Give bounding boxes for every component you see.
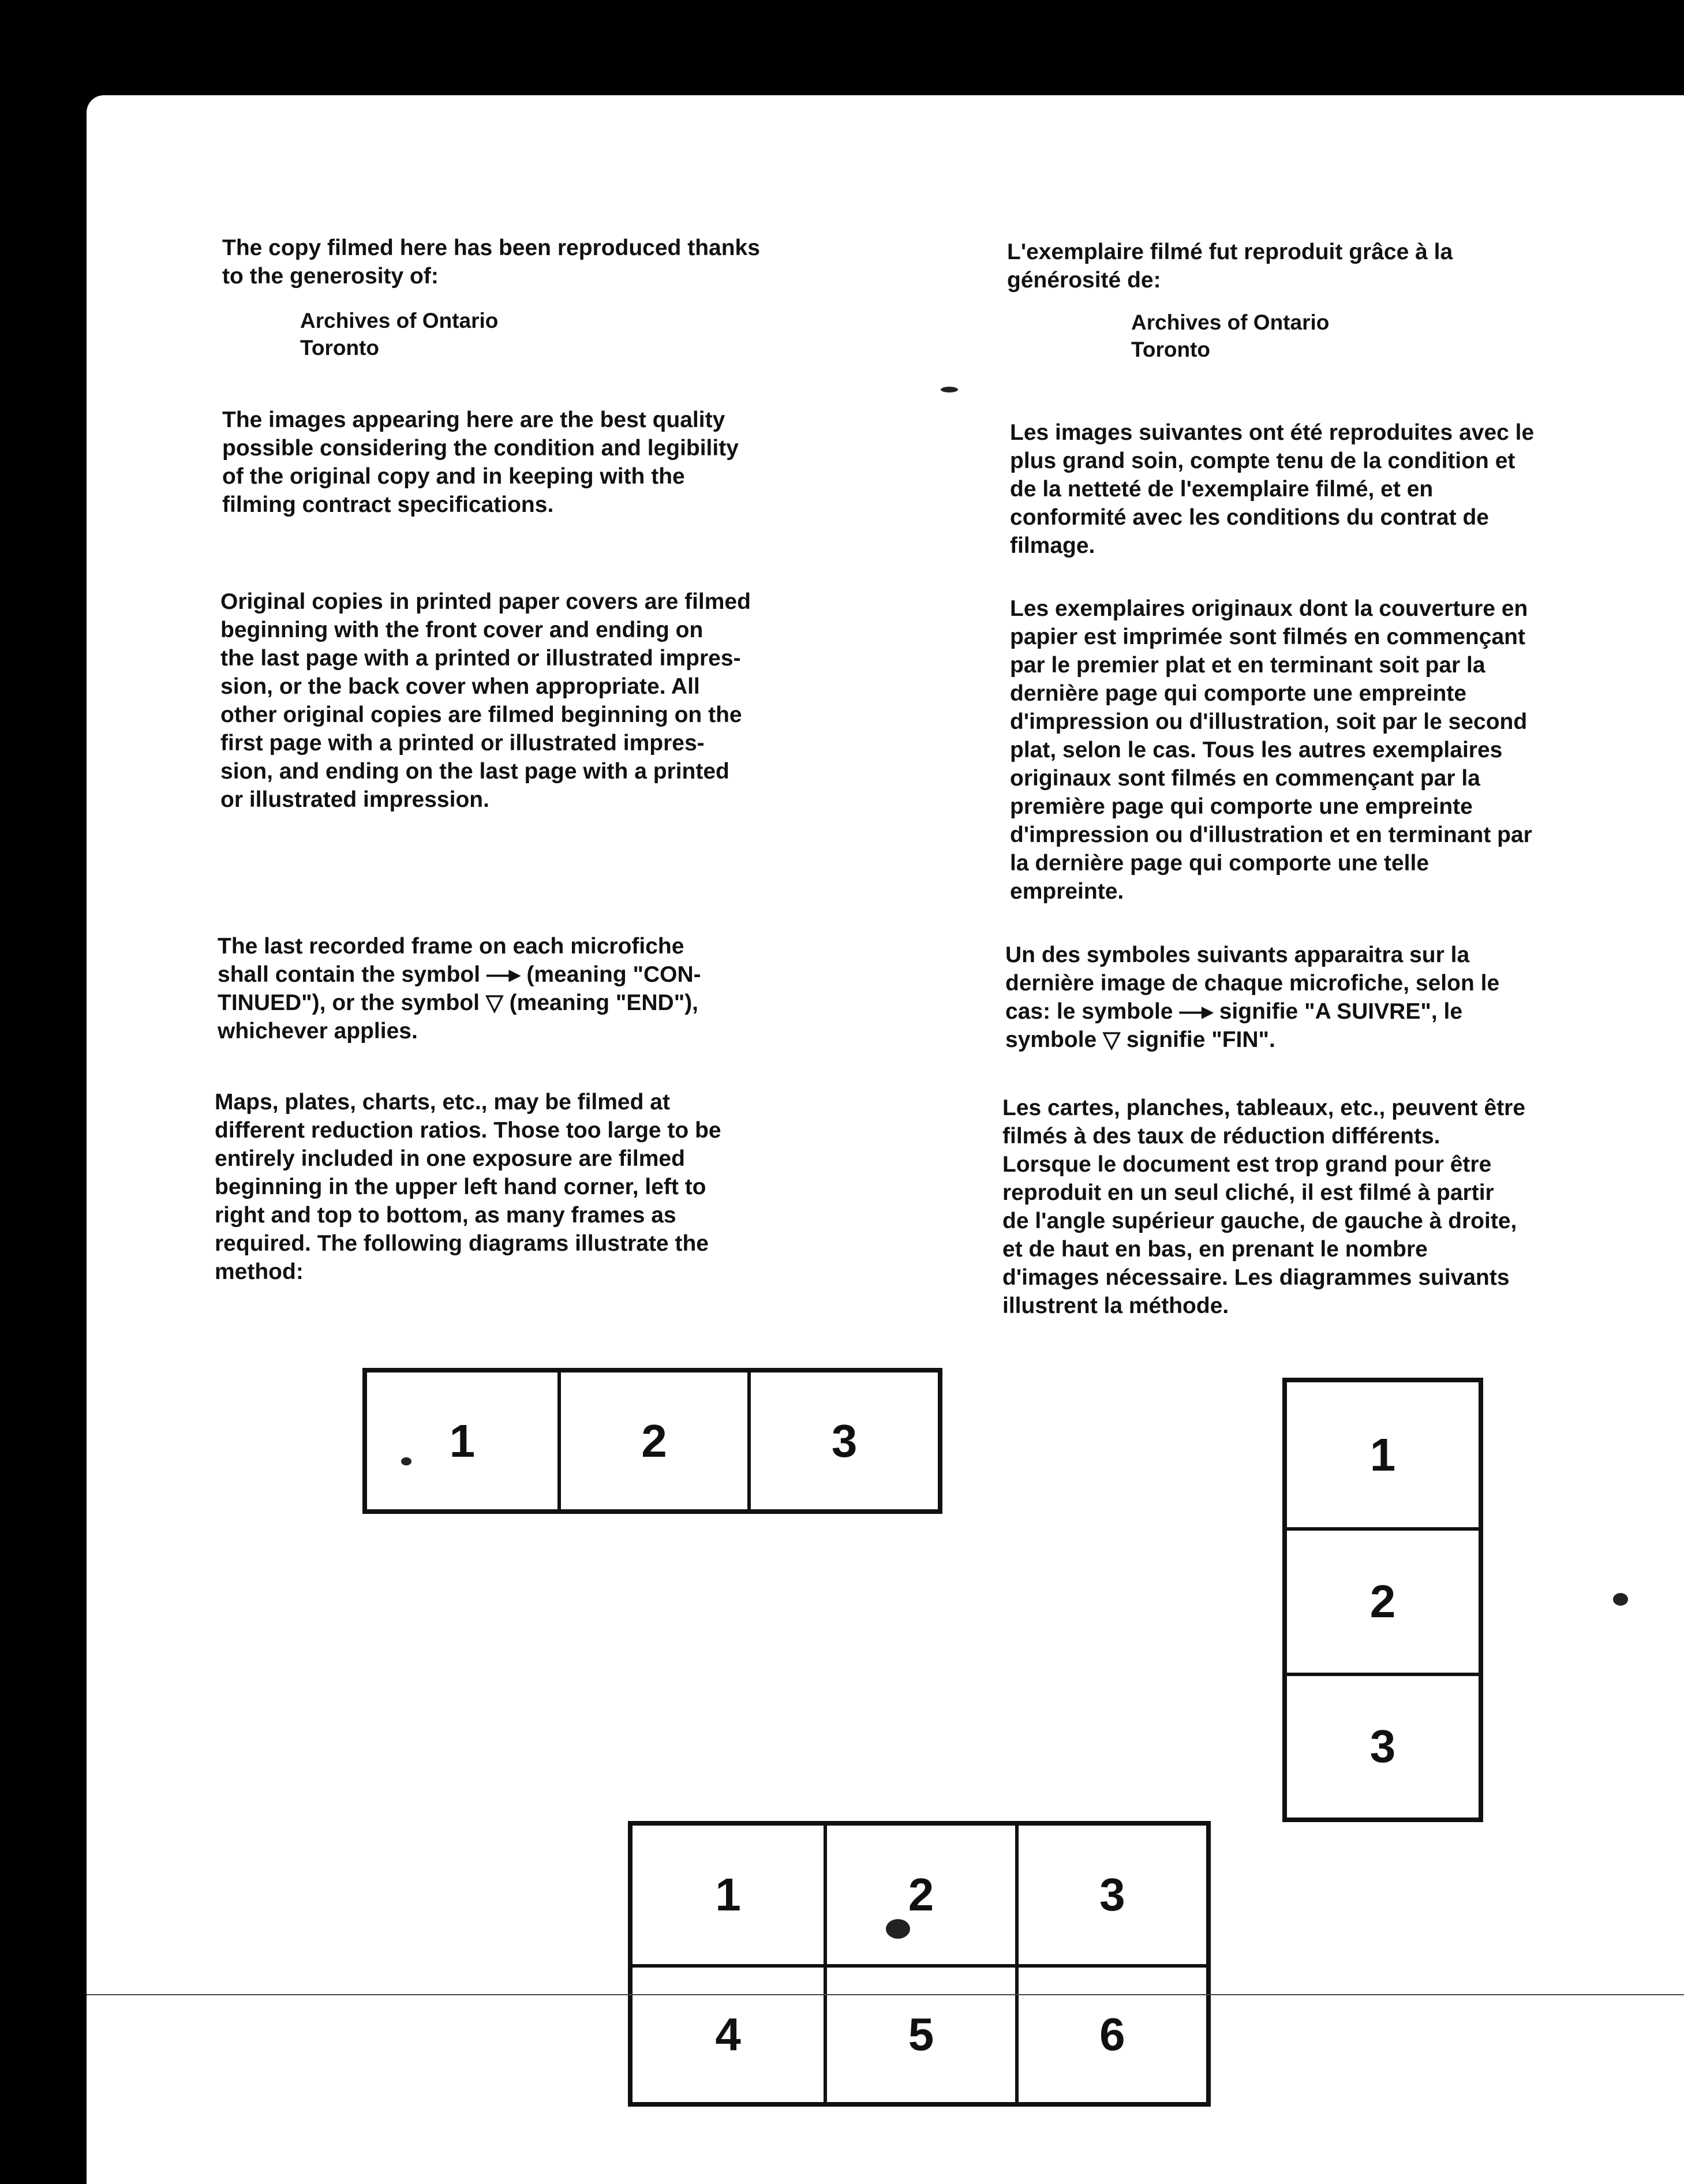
french-archive-name: Archives of Ontario Toronto: [1131, 311, 1330, 361]
french-intro: L'exemplaire filmé fut reproduit grâce à la générosité de:: [1007, 240, 1453, 293]
french-original-copies-paragraph: Les exemplaires originaux dont la couverture en papier est imprimée sont filmés en commençant par le premier plat et en terminant soit par la dernière page qui comporte une empreinte d'impression ou d'illustration, soit par le second plat, selon le cas. Tous les autres exemplaires originaux sont filmés en commençant par la première page qui comporte une empreinte d'impression ou d'illustration et en terminant par la dernière page qui comporte une telle empreinte.: [1010, 596, 1532, 904]
scan-speck: [886, 1919, 910, 1939]
scan-speck: [1613, 1593, 1628, 1606]
diagram-frame: 3: [747, 1373, 938, 1509]
diagram-frame: 3: [1287, 1673, 1479, 1817]
diagram-horizontal-three-frames: [362, 1368, 942, 1514]
diagram-frame: 2: [557, 1373, 748, 1509]
english-symbol-paragraph: The last recorded frame on each microfiche shall contain the symbol —▸ (meaning "CON- TINUED"), or the symbol ▽ (meaning "END"), whichever applies.: [218, 934, 701, 1044]
french-maps-paragraph: Les cartes, planches, tableaux, etc., peuvent être filmés à des taux de réduction différents. Lorsque le document est trop grand pour être reproduit en un seul cliché, il est filmé à partir de l'angle supérieur gauche, de gauche à droite, et de haut en bas, en prenant le nombre d'images nécessaire. Les diagrammes suivants illustrent la méthode.: [1002, 1095, 1526, 1318]
diagram-six-frame-grid: [628, 1821, 1211, 2107]
english-quality-paragraph: The images appearing here are the best quality possible considering the condition and legibility of the original copy and in keeping with the filming contract specifications.: [222, 407, 739, 517]
french-symbol-paragraph: Un des symboles suivants apparaitra sur la dernière image de chaque microfiche, selon le cas: le symbole —▸ signifie "A SUIVRE", le symbole ▽ signifie "FIN".: [1005, 943, 1500, 1052]
diagram-frame: 2: [1287, 1527, 1479, 1672]
diagram-frame: 1: [1369, 1428, 1396, 1480]
diagram-frame: 1: [715, 1868, 741, 1920]
french-quality-paragraph: Les images suivantes ont été reproduites avec le plus grand soin, compte tenu de la condition et de la netteté de l'exemplaire filmé, et en conformité avec les conditions du contrat de filmage.: [1010, 420, 1535, 558]
english-original-copies-paragraph: Original copies in printed paper covers are filmed beginning with the front cover and ending on the last page with a printed or illustrated impres- sion, or the back cover when appropriate. All other original copies are filmed beginning on the first page with a printed or illustrated impres- sion, and ending on the last page with a printed or illustrated impression.: [220, 589, 751, 812]
english-maps-paragraph: Maps, plates, charts, etc., may be filmed at different reduction ratios. Those too large to be entirely included in one exposure are filmed beginning in the upper left hand corner, left to right and top to bottom, as many frames as required. The following diagrams illustrate the method:: [215, 1090, 721, 1284]
diagram-frame: 5: [824, 1964, 1015, 2103]
diagram-vertical-three-frames: [1282, 1378, 1483, 1822]
diagram-frame: 1: [449, 1415, 476, 1467]
scan-speck: [941, 387, 958, 392]
diagram-frame: 6: [1015, 1964, 1206, 2103]
diagram-frame: 2: [824, 1826, 1015, 1964]
diagram-frame: 3: [1015, 1826, 1206, 1964]
scan-speck: [401, 1457, 411, 1465]
scan-line: [87, 1994, 1684, 1995]
english-archive-name: Archives of Ontario Toronto: [300, 309, 499, 360]
diagram-frame: 4: [633, 1964, 824, 2103]
microfiche-target-page: [87, 95, 1684, 2184]
english-intro: The copy filmed here has been reproduced thanks to the generosity of:: [222, 235, 760, 289]
